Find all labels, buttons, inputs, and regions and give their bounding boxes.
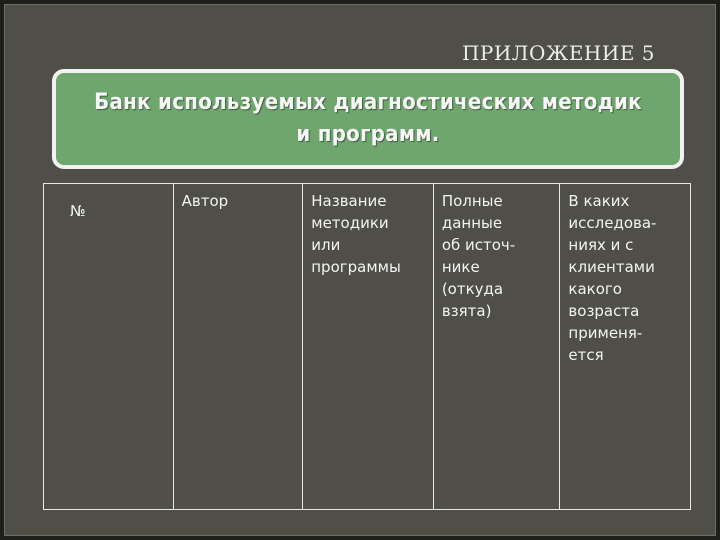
column-header-line: исследова-: [568, 214, 657, 232]
column-header-line: или: [311, 236, 341, 254]
column-research-age: [560, 184, 690, 509]
slide: [4, 4, 716, 536]
column-number: [44, 184, 174, 509]
column-header-line: Автор: [181, 192, 229, 210]
column-header-line: ется: [568, 346, 604, 364]
column-header-line: взята): [441, 302, 492, 320]
column-header-line: клиентами: [568, 258, 655, 276]
title-box: [52, 69, 684, 169]
column-header-line: (откуда: [441, 280, 504, 298]
appendix-label: ПРИЛОЖЕНИЕ 5: [461, 41, 655, 65]
column-header-line: методики: [311, 214, 389, 232]
column-header-line: Название: [311, 192, 387, 210]
column-header-line: ниях и с: [568, 236, 634, 254]
column-header-line: программы: [311, 258, 401, 276]
column-header-line: В каких: [568, 192, 630, 210]
column-header-line: об источ-: [441, 236, 516, 254]
column-author: [174, 184, 304, 509]
column-header-line: данные: [441, 214, 503, 232]
slide-title: Банк используемых диагностических методик и программ.: [94, 90, 642, 147]
column-method-name: [303, 184, 434, 509]
methods-table: [43, 183, 691, 510]
column-header-line: какого: [568, 280, 622, 298]
column-header-line: Полные: [441, 192, 503, 210]
column-source-data: [434, 184, 561, 509]
column-header-line: возраста: [568, 302, 640, 320]
column-header-line: нике: [441, 258, 480, 276]
column-header-line: применя-: [568, 324, 643, 342]
column-header-line: №: [70, 202, 86, 220]
